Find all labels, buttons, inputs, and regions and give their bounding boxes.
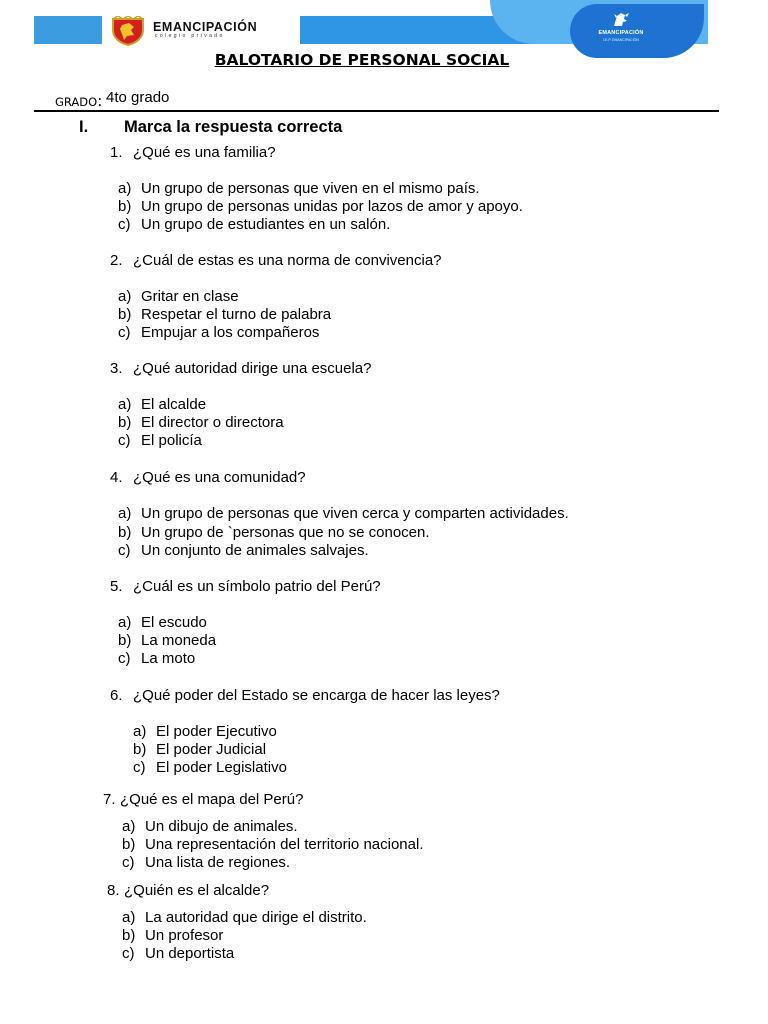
grade-label: GRADO: <box>55 92 103 110</box>
question-4-option-a[interactable]: a) Un grupo de personas que viven cerca y comparten actividades. <box>118 505 569 522</box>
question-5-option-b[interactable]: b) La moneda <box>118 632 217 649</box>
question-4: 4. ¿Qué es una comunidad? <box>110 469 306 486</box>
section-number: I. <box>79 118 89 136</box>
question-3-option-c[interactable]: c) El policía <box>118 432 202 449</box>
question-2-option-b[interactable]: b) Respetar el turno de palabra <box>118 306 332 323</box>
question-6-option-a[interactable]: a) El poder Ejecutivo <box>133 723 277 740</box>
page-title: BALOTARIO DE PERSONAL SOCIAL <box>214 51 510 69</box>
question-5-option-c[interactable]: c) La moto <box>118 650 196 667</box>
grade-value: 4to grado <box>106 89 170 106</box>
question-3: 3. ¿Qué autoridad dirige una escuela? <box>110 360 372 377</box>
question-7-option-c[interactable]: c) Una lista de regiones. <box>122 854 291 871</box>
question-2: 2. ¿Cuál de estas es una norma de convivencia? <box>110 252 442 269</box>
question-6-option-c[interactable]: c) El poder Legislativo <box>133 759 287 776</box>
question-7-option-b[interactable]: b) Una representación del territorio nacional. <box>122 836 424 853</box>
header-band-left <box>34 16 102 44</box>
question-8-option-b[interactable]: b) Un profesor <box>122 927 224 944</box>
question-1-option-c[interactable]: c) Un grupo de estudiantes en un salón. <box>118 216 391 233</box>
school-brand-subtitle: colegio privado <box>155 33 225 39</box>
question-1: 1. ¿Qué es una familia? <box>110 144 276 161</box>
question-8-option-a[interactable]: a) La autoridad que dirige el distrito. <box>122 909 367 926</box>
lion-emblem-icon <box>605 10 635 30</box>
school-brand-name: EMANCIPACIÓN <box>153 20 258 34</box>
header-divider <box>34 110 719 112</box>
question-8: 8. ¿Quién es el alcalde? <box>107 882 270 899</box>
question-6-option-b[interactable]: b) El poder Judicial <box>133 741 267 758</box>
question-5: 5. ¿Cuál es un símbolo patrio del Perú? <box>110 578 381 595</box>
question-1-option-b[interactable]: b) Un grupo de personas unidas por lazos de amor y apoyo. <box>118 198 523 215</box>
question-3-option-b[interactable]: b) El director o directora <box>118 414 284 431</box>
question-3-option-a[interactable]: a) El alcalde <box>118 396 207 413</box>
question-1-option-a[interactable]: a) Un grupo de personas que viven en el mismo país. <box>118 180 480 197</box>
school-emblem-name: EMANCIPACIÓN <box>598 30 644 36</box>
school-shield-icon <box>110 16 146 46</box>
question-4-option-c[interactable]: c) Un conjunto de animales salvajes. <box>118 542 369 559</box>
question-7: 7. ¿Qué es el mapa del Perú? <box>103 791 304 808</box>
question-7-option-a[interactable]: a) Un dibujo de animales. <box>122 818 298 835</box>
question-2-option-a[interactable]: a) Gritar en clase <box>118 288 239 305</box>
section-title: Marca la respuesta correcta <box>124 118 343 136</box>
question-5-option-a[interactable]: a) El escudo <box>118 614 207 631</box>
question-4-option-b[interactable]: b) Un grupo de `personas que no se conocen. <box>118 524 430 541</box>
question-8-option-c[interactable]: c) Un deportista <box>122 945 235 962</box>
question-6: 6. ¿Qué poder del Estado se encarga de hacer las leyes? <box>110 687 500 704</box>
school-emblem-subtitle: I.E.P. EMANCIPACIÓN <box>603 38 639 42</box>
question-2-option-c[interactable]: c) Empujar a los compañeros <box>118 324 320 341</box>
